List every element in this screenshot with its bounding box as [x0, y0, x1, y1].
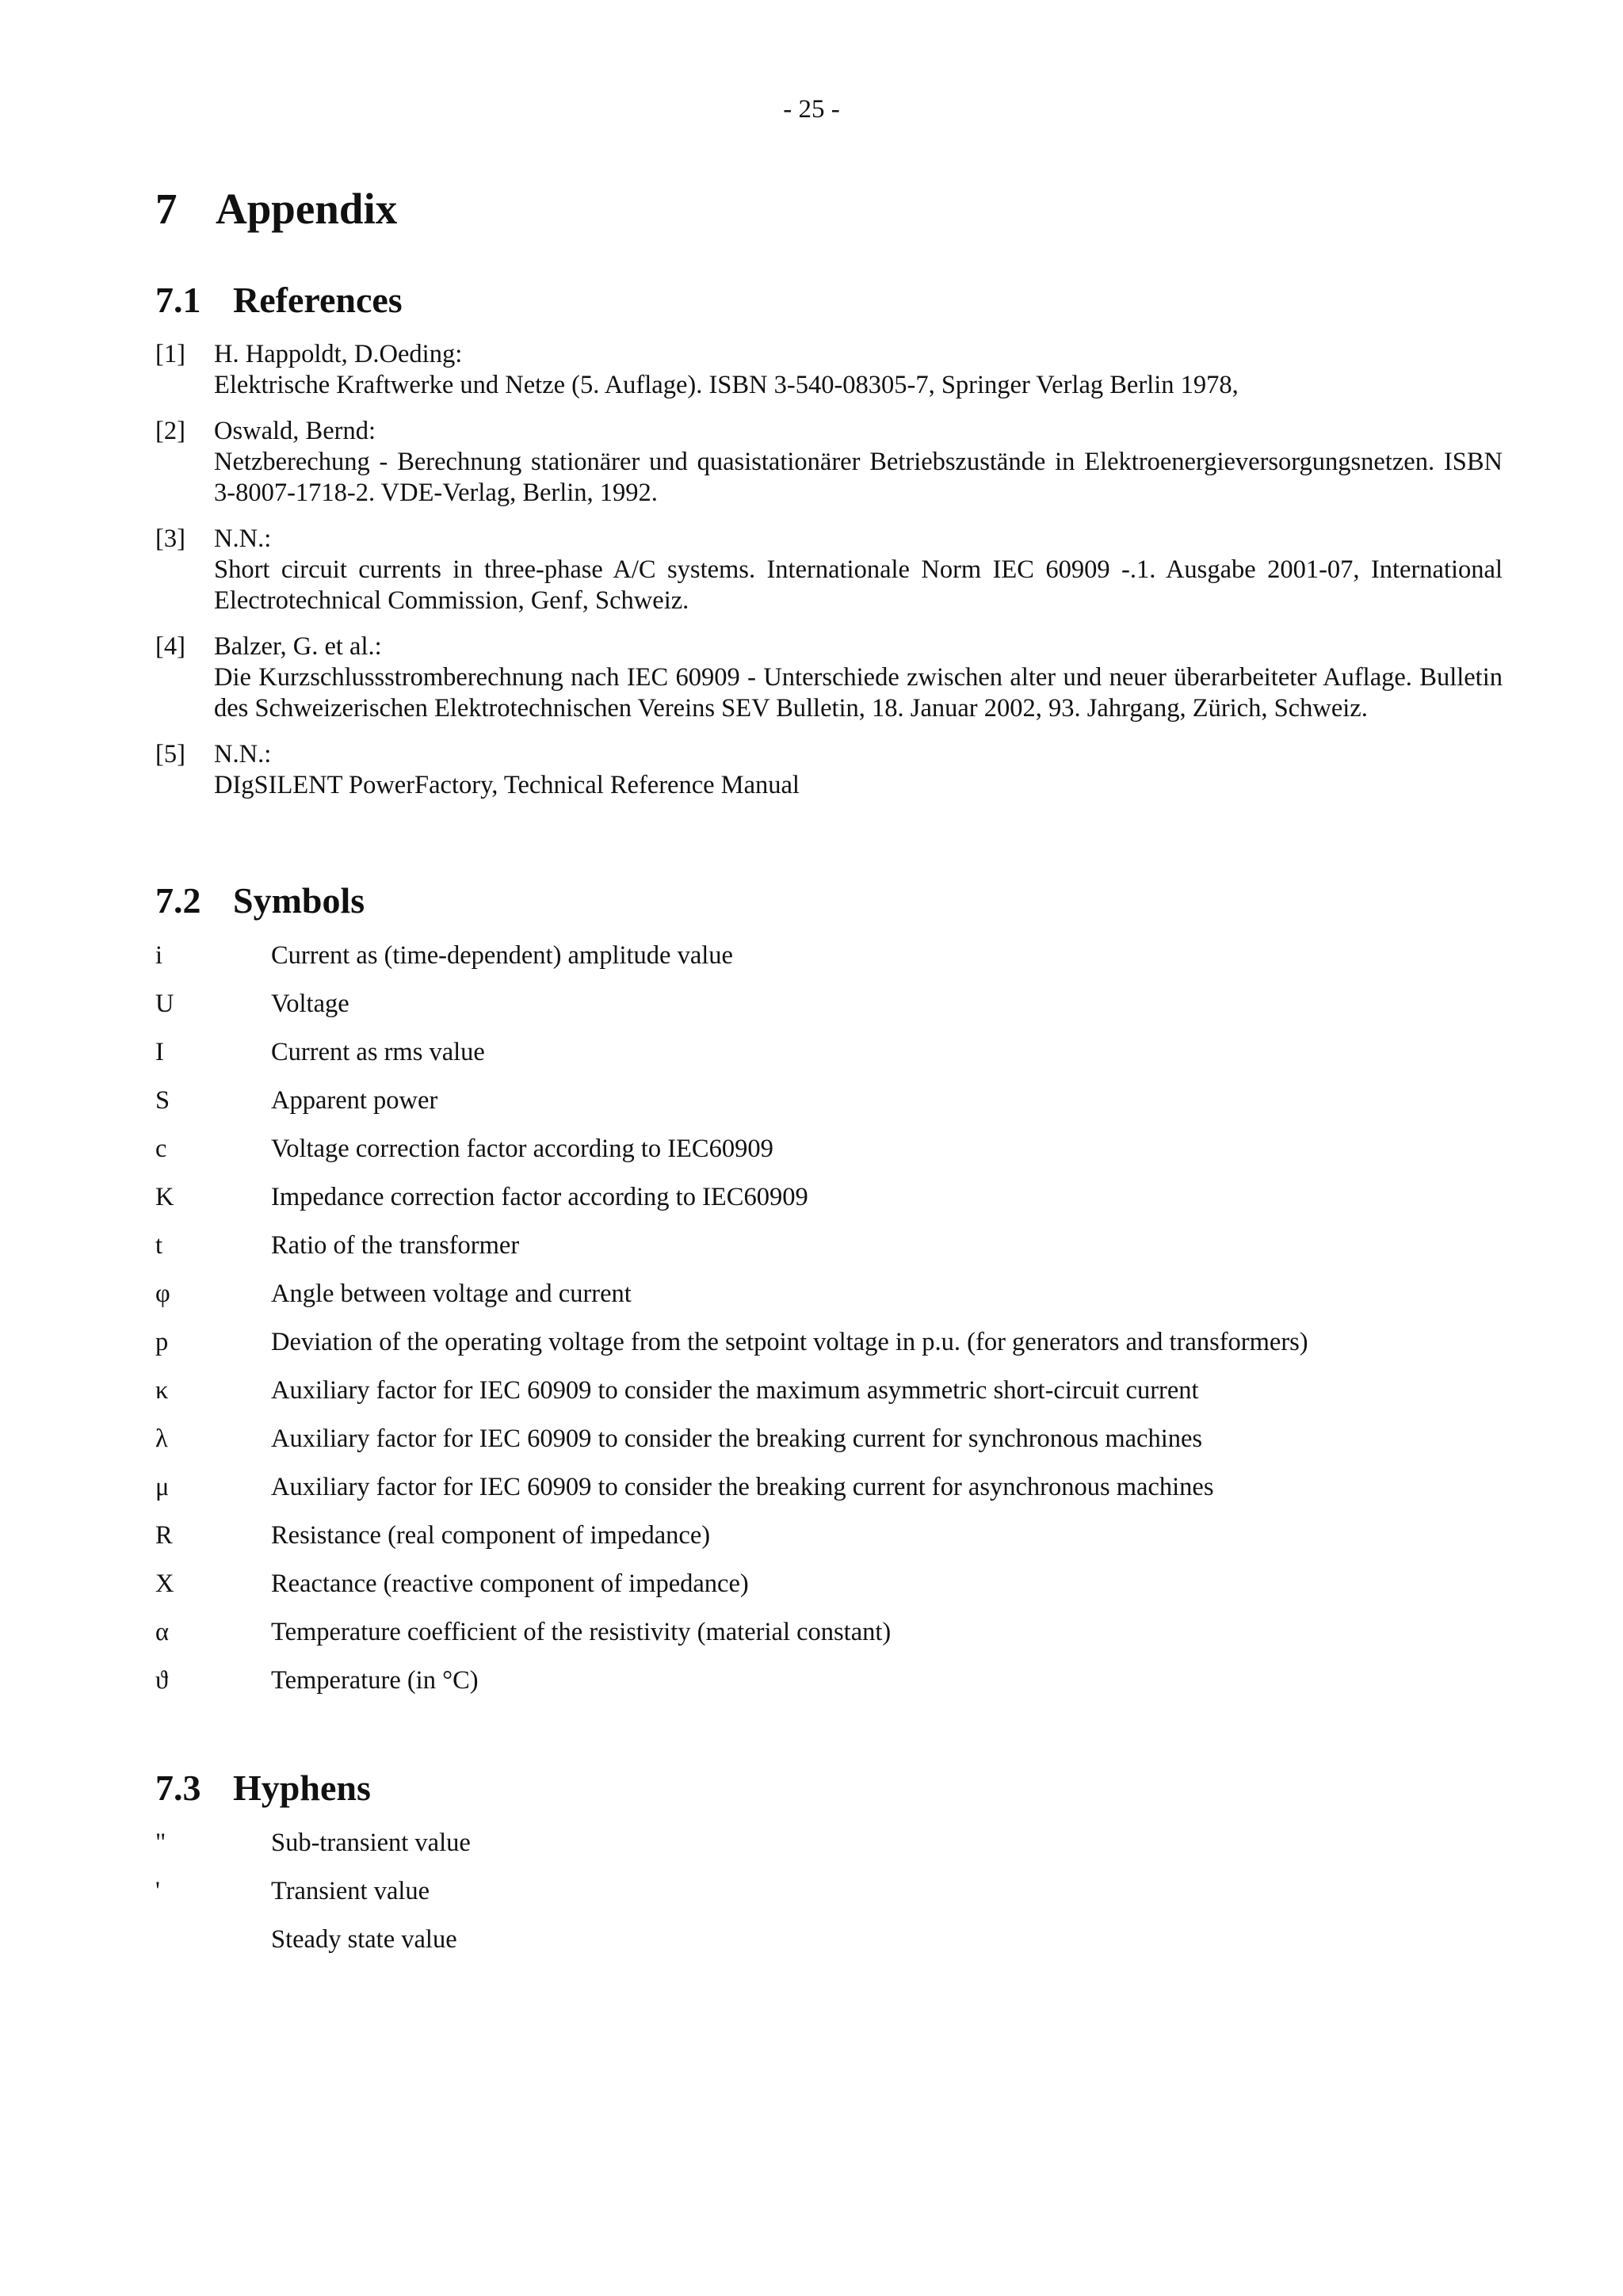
symbol: c — [155, 1135, 167, 1163]
reference-text: Elektrische Kraftwerke und Netze (5. Auflage). ISBN 3-540-08305-7, Springer Verlag Berlin 1978, — [214, 371, 1239, 399]
reference-number: [5] — [155, 740, 185, 769]
symbol: R — [155, 1521, 173, 1550]
symbol-row — [155, 1520, 1503, 1568]
section-title: Hyphens — [233, 1768, 371, 1808]
reference-author: N.N.: — [214, 524, 272, 553]
symbol: p — [155, 1328, 169, 1356]
symbol-description: Angle between voltage and current — [271, 1280, 632, 1308]
symbol: κ — [155, 1376, 169, 1405]
symbol-row — [155, 1471, 1503, 1520]
section-number: 7.2 — [155, 880, 201, 921]
symbol-row — [155, 1036, 1503, 1085]
reference-number: [1] — [155, 340, 185, 368]
hyphen-description: Steady state value — [271, 1925, 457, 1954]
symbol-description: Reactance (reactive component of impedance) — [271, 1569, 749, 1598]
symbol: λ — [155, 1425, 168, 1453]
symbol-description: Auxiliary factor for IEC 60909 to consider the maximum asymmetric short-circuit current — [271, 1376, 1199, 1405]
hyphen-description: Transient value — [271, 1877, 430, 1905]
symbol: i — [155, 941, 163, 970]
symbol-row — [155, 1423, 1503, 1471]
symbol-row — [155, 1278, 1503, 1326]
symbol-row — [155, 1616, 1503, 1665]
symbol-description: Auxiliary factor for IEC 60909 to consider the breaking current for asynchronous machines — [271, 1473, 1214, 1501]
symbol-row — [155, 1375, 1503, 1423]
symbol-description: Temperature (in °C) — [271, 1666, 479, 1695]
symbol-row — [155, 1230, 1503, 1278]
section-title: Symbols — [233, 880, 365, 921]
symbol-row — [155, 1326, 1503, 1375]
symbol: S — [155, 1086, 170, 1115]
section-heading-symbols — [155, 879, 365, 921]
reference-number: [3] — [155, 524, 185, 553]
reference-text: Netzberechung - Berechnung stationärer und quasistationärer Betriebszustände in Elektroenergieversorgungsnetzen. ISBN 3-8007-1718-2. VDE-Verlag, Berlin, 1992. — [214, 448, 1503, 507]
symbol-row — [155, 1085, 1503, 1133]
symbol-row — [155, 1568, 1503, 1616]
reference-author: H. Happoldt, D.Oeding: — [214, 340, 463, 368]
symbol-description: Current as rms value — [271, 1038, 485, 1066]
reference-text: Die Kurzschlussstromberechnung nach IEC 60909 - Unterschiede zwischen alter und neuer überarbeiteter Auflage. Bulletin des Schweizerischen Elektrotechnischen Vereins SEV Bulletin, 18. Januar 2002, 93. Jahrgang, Zürich, Schweiz. — [214, 663, 1503, 723]
symbol-description: Resistance (real component of impedance) — [271, 1521, 711, 1550]
symbol: φ — [155, 1280, 170, 1308]
symbol-description: Voltage correction factor according to IEC60909 — [271, 1135, 773, 1163]
reference-item — [155, 339, 1503, 401]
reference-author: Balzer, G. et al.: — [214, 632, 382, 661]
page-number: - 25 - — [783, 95, 840, 124]
reference-item — [155, 631, 1503, 724]
reference-author: N.N.: — [214, 740, 272, 769]
symbol-row — [155, 1665, 1503, 1713]
symbol-row — [155, 940, 1503, 988]
section-heading-references — [155, 279, 403, 321]
symbols-list — [155, 940, 1503, 1713]
hyphen-symbol: " — [155, 1829, 166, 1857]
references-list — [155, 339, 1503, 816]
reference-text: DIgSILENT PowerFactory, Technical Reference Manual — [214, 771, 800, 799]
reference-item — [155, 739, 1503, 801]
symbol-row — [155, 988, 1503, 1036]
hyphen-row — [155, 1827, 1503, 1875]
hyphen-description: Sub-transient value — [271, 1829, 471, 1857]
symbol-description: Apparent power — [271, 1086, 438, 1115]
chapter-number: 7 — [155, 185, 178, 233]
symbol: μ — [155, 1473, 170, 1501]
reference-item — [155, 524, 1503, 616]
hyphen-row — [155, 1875, 1503, 1924]
symbol-row — [155, 1133, 1503, 1181]
symbol-row — [155, 1181, 1503, 1230]
symbol: K — [155, 1183, 174, 1211]
symbol: X — [155, 1569, 174, 1598]
reference-item — [155, 416, 1503, 509]
hyphen-symbol: ' — [155, 1877, 160, 1905]
symbol-description: Ratio of the transformer — [271, 1231, 520, 1260]
symbol-description: Impedance correction factor according to IEC60909 — [271, 1183, 808, 1211]
chapter-title: Appendix — [216, 185, 398, 233]
symbol: U — [155, 990, 174, 1018]
chapter-heading — [155, 184, 397, 234]
symbol-description: Temperature coefficient of the resistivity (material constant) — [271, 1618, 892, 1646]
hyphen-row — [155, 1924, 1503, 1972]
symbol: ϑ — [155, 1666, 169, 1695]
symbol-description: Auxiliary factor for IEC 60909 to consider the breaking current for synchronous machines — [271, 1425, 1203, 1453]
reference-text: Short circuit currents in three-phase A/C systems. Internationale Norm IEC 60909 -.1. Ausgabe 2001-07, International Electrotechnical Commission, Genf, Schweiz. — [214, 555, 1503, 615]
symbol: t — [155, 1231, 163, 1260]
hyphens-list — [155, 1827, 1503, 1972]
symbol-description: Current as (time-dependent) amplitude value — [271, 941, 733, 970]
symbol-description: Voltage — [271, 990, 349, 1018]
symbol: α — [155, 1618, 170, 1646]
section-number: 7.1 — [155, 280, 201, 320]
section-number: 7.3 — [155, 1768, 201, 1808]
section-title: References — [233, 280, 403, 320]
reference-author: Oswald, Bernd: — [214, 417, 376, 445]
reference-number: [4] — [155, 632, 185, 661]
reference-number: [2] — [155, 417, 185, 445]
section-heading-hyphens — [155, 1767, 371, 1809]
symbol: I — [155, 1038, 164, 1066]
symbol-description: Deviation of the operating voltage from the setpoint voltage in p.u. (for generators and transformers) — [271, 1328, 1308, 1356]
